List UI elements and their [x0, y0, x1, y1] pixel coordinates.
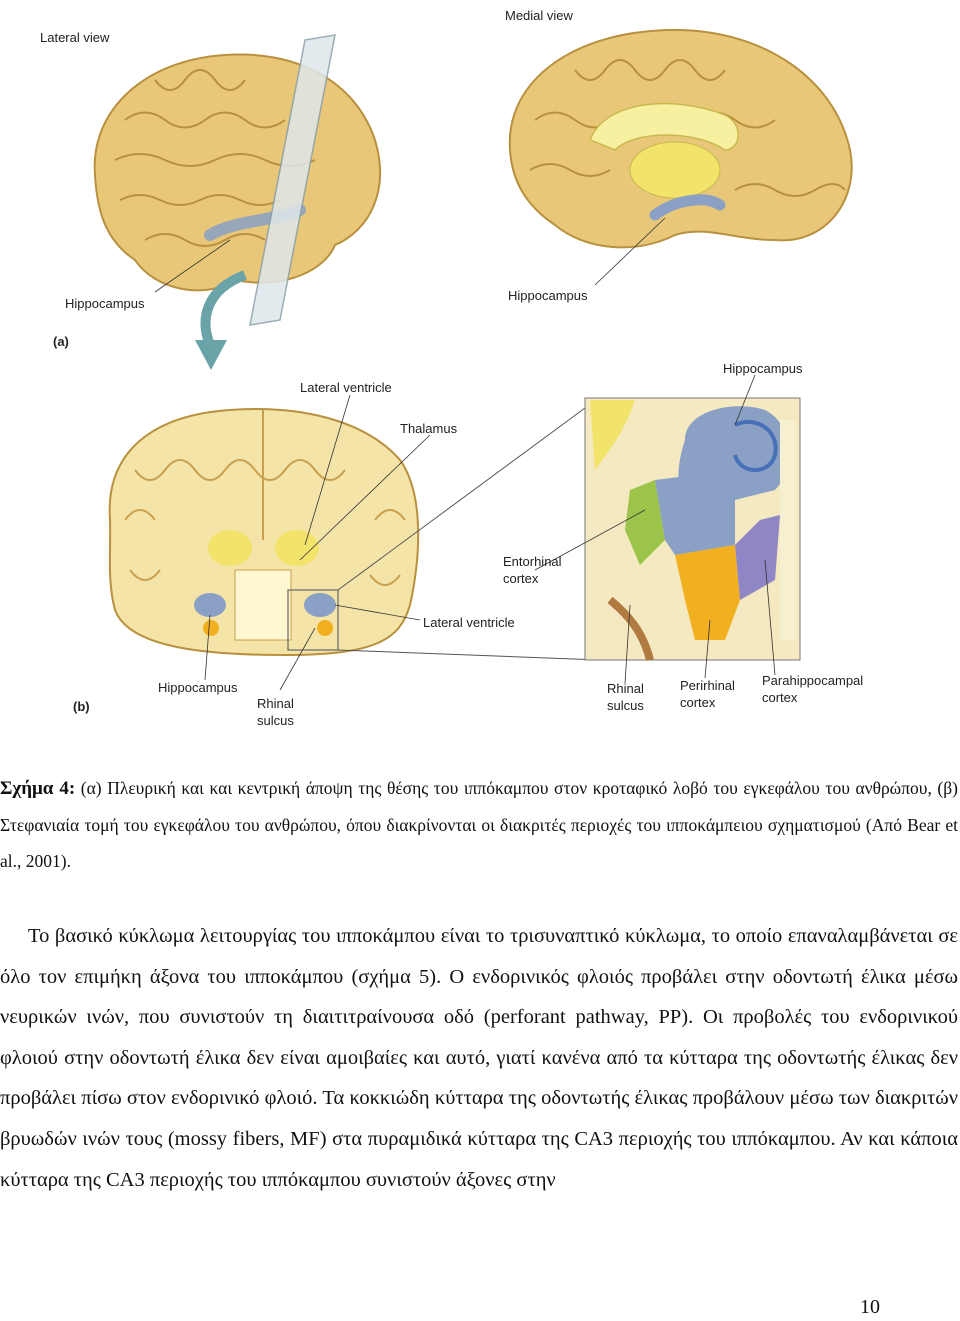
label-panel-b: (b) [73, 699, 90, 714]
label-lateral-ventricle-top: Lateral ventricle [300, 380, 392, 395]
label-lateral-ventricle-bottom: Lateral ventricle [423, 615, 515, 630]
label-perirhinal-1: Perirhinal [680, 678, 735, 693]
hippocampal-inset [585, 398, 800, 660]
label-entorhinal-1: Entorhinal [503, 554, 562, 569]
figure-illustration [35, 0, 880, 735]
page-number: 10 [860, 1296, 880, 1318]
label-lateral-view: Lateral view [40, 30, 110, 45]
label-hippocampus-inset: Hippocampus [723, 361, 803, 376]
body-paragraph: Το βασικό κύκλωμα λειτουργίας του ιπποκάμπου είναι το τρισυναπτικό κύκλωμα, το οποίο επαναλαμβάνεται σε όλο τον επιμήκη άξονα του ιπποκάμπου (σχήμα 5). Ο ενδορινικός φλοιός προβάλει στην οδοντωτή έλικα μέσω νευρικών ινών, που συνιστούν τη διαιτιτραίνουσα οδό (perforant pathway, PP). Οι προβολές του ενδορινικού φλοιού στην οδοντωτή έλικα δεν είναι αμοιβαίες και αυτό, γιατί κανένα από τα κύτταρα της οδοντωτής έλικας δεν προβάλει πίσω στον ενδορινικό φλοιό. Τα κοκκιώδη κύτταρα της οδοντωτής έλικας προβάλουν μέσω των διακριτών βρυωδών ινών τους (mossy fibers, MF) στα πυραμιδικά κύτταρα της CA3 περιοχής του ιππόκαμπου. Αν και κάποια κύτταρα της CA3 περιοχής του ιππόκαμπου συνιστούν άξονες στην [0, 925, 958, 1191]
caption-label: Σχήμα 4: [0, 778, 76, 799]
label-perirhinal-2: cortex [680, 695, 716, 710]
label-entorhinal-2: cortex [503, 571, 539, 586]
label-parahippocampal-2: cortex [762, 690, 798, 705]
label-rhinal-inset-2: sulcus [607, 698, 644, 713]
label-hippocampus-lateral: Hippocampus [65, 296, 145, 311]
hippocampus-figure [35, 0, 880, 735]
coronal-section [110, 409, 419, 655]
label-rhinal-b-2: sulcus [257, 713, 294, 728]
label-medial-view: Medial view [505, 8, 573, 23]
label-parahippocampal-1: Parahippocampal [762, 673, 864, 688]
lateral-brain [95, 54, 380, 290]
body-text [0, 916, 958, 1200]
label-rhinal-b-1: Rhinal [257, 696, 294, 711]
label-thalamus: Thalamus [400, 421, 458, 436]
caption-text: (α) Πλευρική και και κεντρική άποψη της θέσης του ιππόκαμπου στον κροταφικό λοβό του εγκεφάλου του ανθρώπου, (β) Στεφανιαία τομή του εγκεφάλου του ανθρώπου, όπου διακρίνονται οι διακριτές περιοχές του ιπποκάμπειου σχηματισμού (Από Bear et al., 2001). [0, 778, 958, 871]
medial-brain [510, 30, 852, 247]
label-panel-a: (a) [53, 334, 69, 349]
arrow-head-icon [195, 340, 227, 370]
label-rhinal-inset-1: Rhinal [607, 681, 644, 696]
label-hippocampus-b: Hippocampus [158, 680, 238, 695]
label-hippocampus-medial: Hippocampus [508, 288, 588, 303]
figure-caption [0, 770, 958, 879]
